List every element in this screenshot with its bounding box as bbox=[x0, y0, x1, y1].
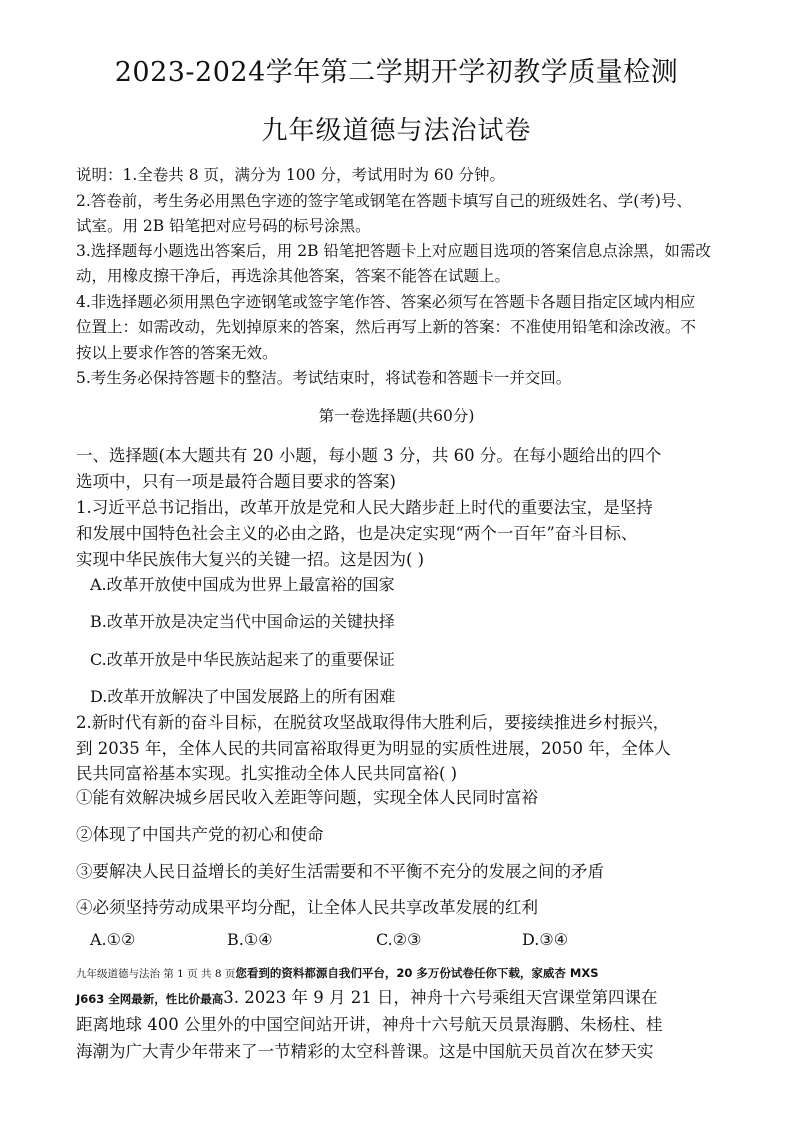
instruction-line: 位置上：如需改动，先划掉原来的答案，然后再写上新的答案：不准使用铅笔和涂改液。不 bbox=[76, 318, 697, 336]
footer-ad-text: 您看到的资料都源自我们平台，20 多万份试卷任你下载，家威杏 MXS bbox=[235, 966, 599, 980]
question-2-stem: 到 2035 年，全体人民的共同富裕取得更为明显的实质性进展，2050 年，全体人 bbox=[76, 739, 671, 758]
question-2-stem: 2.新时代有新的奋斗目标，在脱贫攻坚战取得伟大胜利后，要接续推进乡村振兴， bbox=[76, 713, 670, 732]
question-1-option-b: B.改革开放是决定当代中国命运的关键抉择 bbox=[90, 612, 395, 631]
footer-ad-text-2: J663 全网最新，性比价最高 bbox=[76, 992, 224, 1006]
question-3-stem: 海潮为广大青少年带来了一节精彩的太空科普课。这是中国航天员首次在梦天实 bbox=[76, 1042, 654, 1061]
question-1-option-c: C.改革开放是中华民族站起来了的重要保证 bbox=[90, 650, 395, 669]
exam-title: 2023-2024学年第二学期开学初教学质量检测 bbox=[114, 57, 679, 88]
instruction-line: 4.非选择题必须用黑色字迹钢笔或签字笔作答、答案必须写在答题卡各题目指定区域内相应 bbox=[76, 293, 696, 311]
question-1-option-a: A.改革开放使中国成为世界上最富裕的国家 bbox=[90, 575, 395, 594]
question-1-stem: 实现中华民族伟大复兴的关键一招。这是因为( ) bbox=[76, 550, 425, 569]
question-2-option-c: C.②③ bbox=[376, 930, 422, 949]
question-2-statement: ②体现了中国共产党的初心和使命 bbox=[76, 825, 324, 844]
part-intro-line: 一、选择题(本大题共有 20 小题，每小题 3 分，共 60 分。在每小题给出的四个 bbox=[76, 446, 662, 465]
footer-page-label: 九年级道德与法治 第 1 页 共 8 页 bbox=[76, 968, 236, 980]
instruction-line: 5.考生务必保持答题卡的整洁。考试结束时，将试卷和答题卡一并交回。 bbox=[76, 369, 572, 387]
question-2-option-a: A.①② bbox=[90, 930, 136, 949]
footer-line bbox=[76, 963, 599, 981]
instruction-line: 试室。用 2B 铅笔把对应号码的标号涂黑。 bbox=[76, 217, 371, 235]
question-1-stem: 和发展中国特色社会主义的必由之路，也是决定实现“两个一百年”奋斗目标、 bbox=[76, 524, 638, 543]
question-2-statement: ①能有效解决城乡居民收入差距等问题，实现全体人民同时富裕 bbox=[76, 788, 538, 807]
instruction-line: 3.选择题每小题选出答案后，用 2B 铅笔把答题卡上对应题目选项的答案信息点涂黑，如需改 bbox=[76, 242, 711, 260]
instruction-line: 按以上要求作答的答案无效。 bbox=[76, 344, 278, 362]
question-3-stem: 3. 2023 年 9 月 21 日，神舟十六号乘组天宫课堂第四课在 bbox=[223, 988, 658, 1007]
instruction-line: 动，用橡皮擦干净后，再选涂其他答案，答案不能答在试题上。 bbox=[76, 267, 511, 285]
instruction-line: 说明：1.全卷共 8 页，满分为 100 分，考试用时为 60 分钟。 bbox=[76, 166, 506, 184]
question-2-statement: ④必须坚持劳动成果平均分配，让全体人民共享改革发展的红利 bbox=[76, 898, 538, 917]
question-3-stem: 距离地球 400 公里外的中国空间站开讲，神舟十六号航天员景海鹏、朱杨柱、桂 bbox=[76, 1015, 663, 1034]
instruction-line: 2.答卷前，考生务必用黑色字迹的签字笔或钢笔在答题卡填写自己的班级姓名、学(考)号、 bbox=[76, 192, 692, 210]
part-intro-line: 选项中，只有一项是最符合题目要求的答案) bbox=[76, 472, 396, 491]
question-1-stem: 1.习近平总书记指出，改革开放是党和人民大踏步赶上时代的重要法宝，是坚持 bbox=[76, 498, 653, 517]
question-2-option-b: B.①④ bbox=[227, 930, 273, 949]
footer-line-2 bbox=[76, 984, 658, 1008]
question-2-statement: ③要解决人民日益增长的美好生活需要和不平衡不充分的发展之间的矛盾 bbox=[76, 862, 604, 881]
section-title: 第一卷选择题(共60分) bbox=[318, 407, 475, 425]
exam-subtitle: 九年级道德与法治试卷 bbox=[261, 116, 532, 146]
question-2-stem: 民共同富裕基本实现。扎实推动全体人民共同富裕( ) bbox=[76, 764, 458, 783]
question-2-option-d: D.③④ bbox=[522, 930, 569, 949]
question-1-option-d: D.改革开放解决了中国发展路上的所有困难 bbox=[90, 687, 396, 706]
